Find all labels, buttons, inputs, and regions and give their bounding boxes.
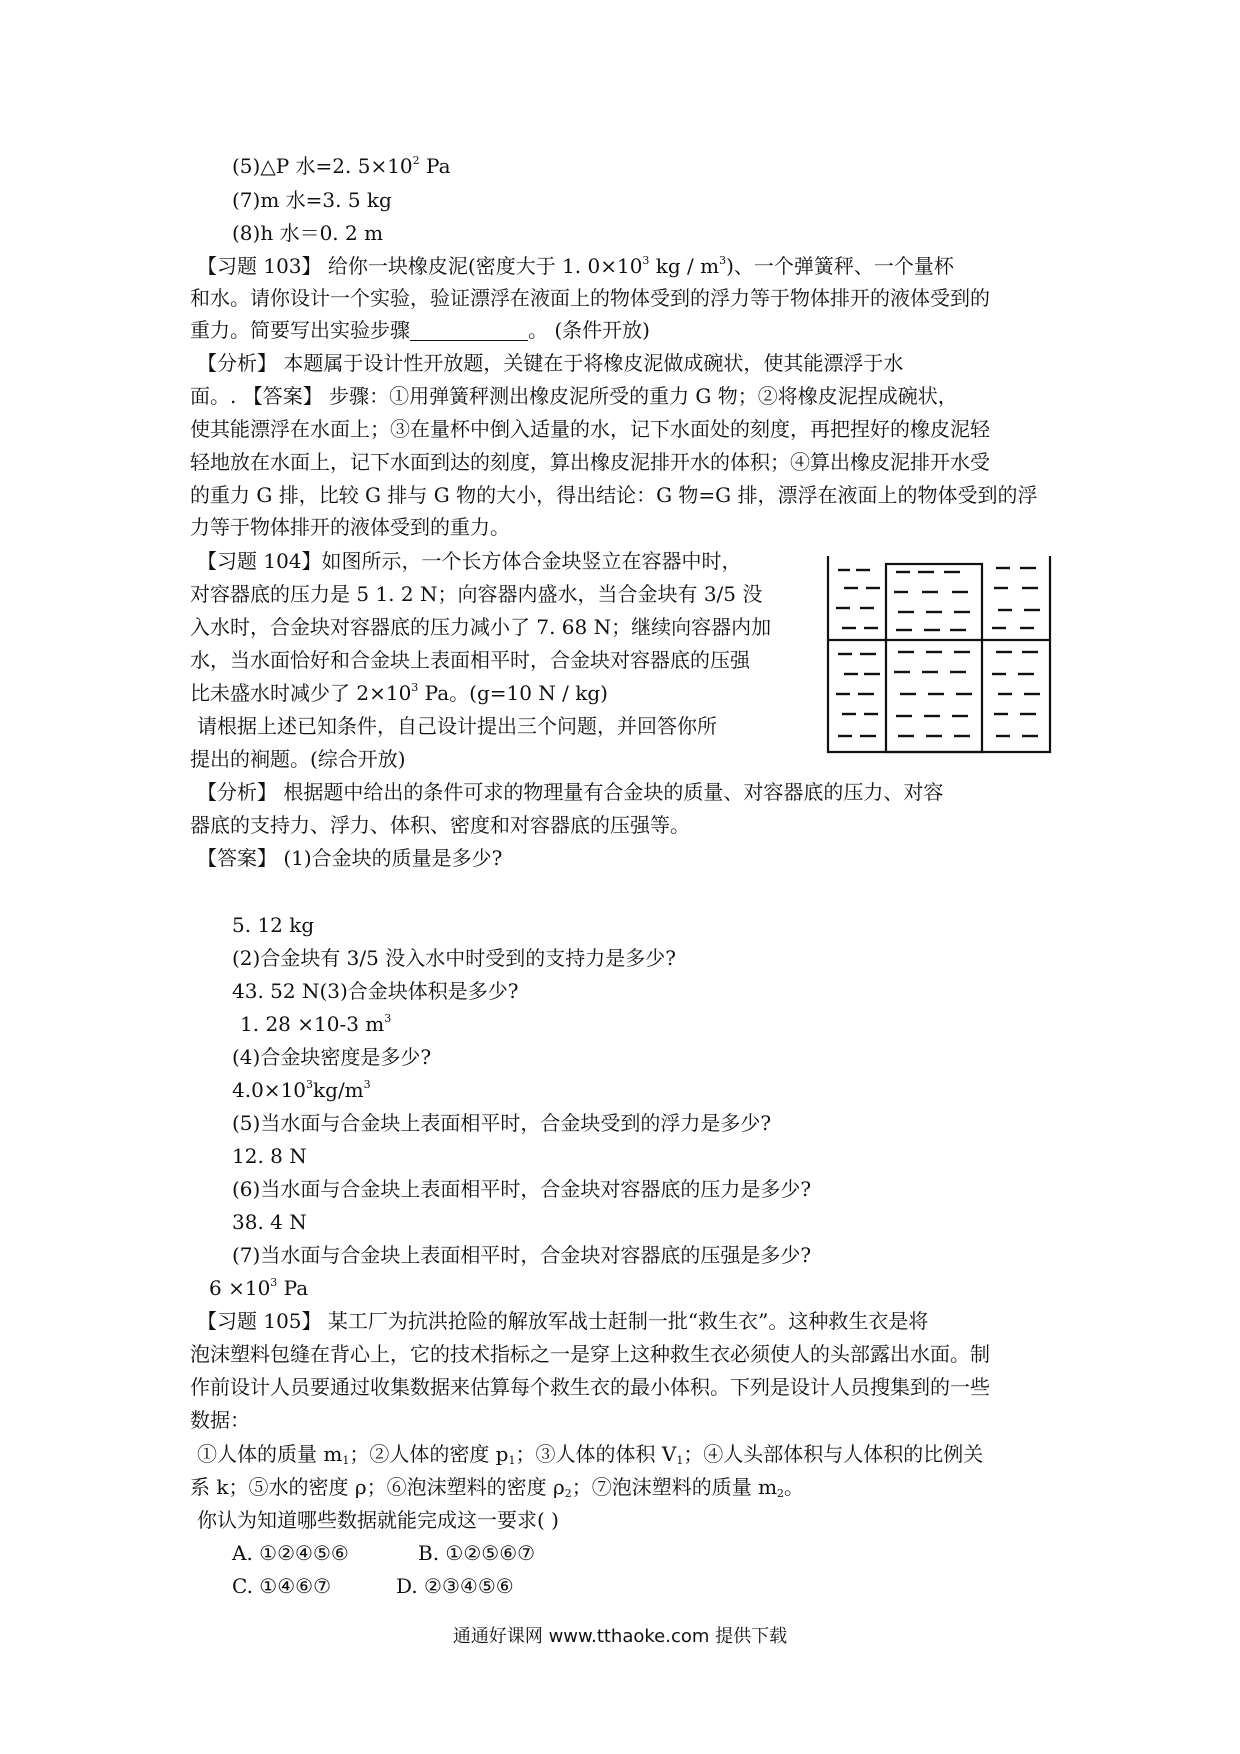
answer-104-q10: 38. 4 N [232, 1210, 307, 1234]
analysis-103-line-5: 的重力 G 排，比较 G 排与 G 物的大小，得出结论：G 物=G 排，漂浮在液面上的物体受到的浮 [190, 483, 1038, 507]
page-footer: 通通好课网 www.tthaoke.com 提供下载 [452, 1626, 788, 1647]
analysis-104-line-2: 器底的支持力、浮力、体积、密度和对容器底的压强等。 [190, 813, 690, 837]
answer-104-q12: $6 \times 10^3$ Pa [209, 1276, 309, 1300]
problem-105-line-5: ①人体的质量 $m_1$；②人体的密度 $p_1$；③人体的体积 $V_1$；④人头部体积与人体积的比例关 [197, 1442, 984, 1467]
answer-104-q7: (5)当水面与合金块上表面相平时，合金块受到的浮力是多少? [232, 1111, 772, 1135]
problem-105-line-2: 泡沫塑料包缝在背心上，它的技术指标之一是穿上这种救生衣必须使人的头部露出水面。制 [190, 1342, 990, 1366]
problem-105-line-4: 数据： [190, 1408, 250, 1432]
option-b: B. ①②⑤⑥⑦ [418, 1541, 536, 1565]
answer-104-q1: 5. 12 kg [232, 913, 315, 937]
problem-105-question: 你认为知道哪些数据就能完成这一要求( ) [197, 1508, 559, 1532]
answer-104-heading: 【答案】 (1)合金块的质量是多少? [197, 846, 503, 870]
problem-104-line-3: 入水时，合金块对容器底的压力减小了 7. 68 N；继续向容器内加 [190, 615, 772, 639]
analysis-103-line-4: 轻地放在水面上，记下水面到达的刻度，算出橡皮泥排开水的体积；④算出橡皮泥排开水受 [190, 450, 990, 474]
analysis-103-line-1: 【分析】 本题属于设计性开放题，关键在于将橡皮泥做成碗状，使其能漂浮于水 [197, 351, 904, 375]
analysis-103-line-3: 使其能漂浮在水面上；③在量杯中倒入适量的水，记下水面处的刻度，再把捏好的橡皮泥轻 [190, 417, 990, 441]
problem-104-line-1: 【习题 104】如图所示，一个长方体合金块竖立在容器中时， [197, 549, 742, 573]
answer-104-q5: (4)合金块密度是多少? [232, 1045, 432, 1069]
answer-line-5: (5)△P 水=2. $5\times 10^2$ Pa [232, 154, 451, 178]
option-d: D. ②③④⑤⑥ [396, 1574, 514, 1598]
answer-104-q2: (2)合金块有 3/5 没入水中时受到的支持力是多少? [232, 946, 676, 970]
answer-line-7: (7)m 水=3. 5 kg [232, 188, 392, 212]
answer-blank [410, 316, 528, 341]
answer-104-q8: 12. 8 N [232, 1144, 307, 1168]
water-dashes [836, 568, 1040, 736]
problem-103-line-2: 和水。请你设计一个实验，验证漂浮在液面上的物体受到的浮力等于物体排开的液体受到的 [190, 286, 990, 310]
problem-105-line-3: 作前设计人员要通过收集数据来估算每个救生衣的最小体积。下列是设计人员搜集到的一些 [190, 1375, 990, 1399]
analysis-103-line-6: 力等于物体排开的液体受到的重力。 [190, 515, 510, 539]
problem-104-line-4: 水，当水面恰好和合金块上表面相平时，合金块对容器底的压强 [190, 648, 750, 672]
answer-104-q11: (7)当水面与合金块上表面相平时，合金块对容器底的压强是多少? [232, 1243, 812, 1267]
analysis-104-line-1: 【分析】 根据题中给出的条件可求的物理量有合金块的质量、对容器底的压力、对容 [197, 780, 944, 804]
answer-104-q6: $4.0\times 10^3kg/m^3$ [232, 1078, 371, 1102]
problem-104-line-2: 对容器底的压力是 5 1. 2 N；向容器内盛水，当合金块有 3/5 没 [190, 582, 763, 606]
problem-103-line-1: 【习题 103】 给你一块橡皮泥(密度大于 1. $0\times 10^3$ kg / $m^3$)、一个弹簧秤、一个量杯 [197, 254, 954, 278]
analysis-103-line-2: 面。. 【答案】 步骤：①用弹簧秤测出橡皮泥所受的重力 G 物；②将橡皮泥捏成碗状， [190, 384, 958, 408]
problem-104-line-5: 比未盛水时减少了 $2\times 10^3$ Pa。(g=10 N / kg) [190, 681, 608, 705]
answer-104-q4: 1. 28 ×10-3 $m^3$ [240, 1012, 392, 1036]
option-c: C. ①④⑥⑦ [232, 1574, 332, 1598]
container-figure [826, 554, 1052, 754]
answer-line-8: (8)h 水＝0. 2 m [232, 221, 384, 245]
problem-105-line-6: 系 k；⑤水的密度 ρ；⑥泡沫塑料的密度 $\rho_2$；⑦泡沫塑料的质量 $m_2$。 [190, 1475, 805, 1500]
option-a: A. ①②④⑤⑥ [232, 1541, 349, 1565]
problem-104-line-7: 提出的裥题。(综合开放) [190, 747, 406, 771]
problem-105-line-1: 【习题 105】 某工厂为抗洪抢险的解放军战士赶制一批“救生衣”。这种救生衣是将 [197, 1309, 929, 1333]
answer-104-q9: (6)当水面与合金块上表面相平时，合金块对容器底的压力是多少? [232, 1177, 812, 1201]
problem-104-line-6: 请根据上述已知条件，自己设计提出三个问题，并回答你所 [197, 714, 717, 738]
answer-104-q3: 43. 52 N(3)合金块体积是多少? [232, 979, 519, 1003]
problem-103-line-3: 重力。简要写出实验步骤 。 (条件开放) [190, 318, 650, 342]
